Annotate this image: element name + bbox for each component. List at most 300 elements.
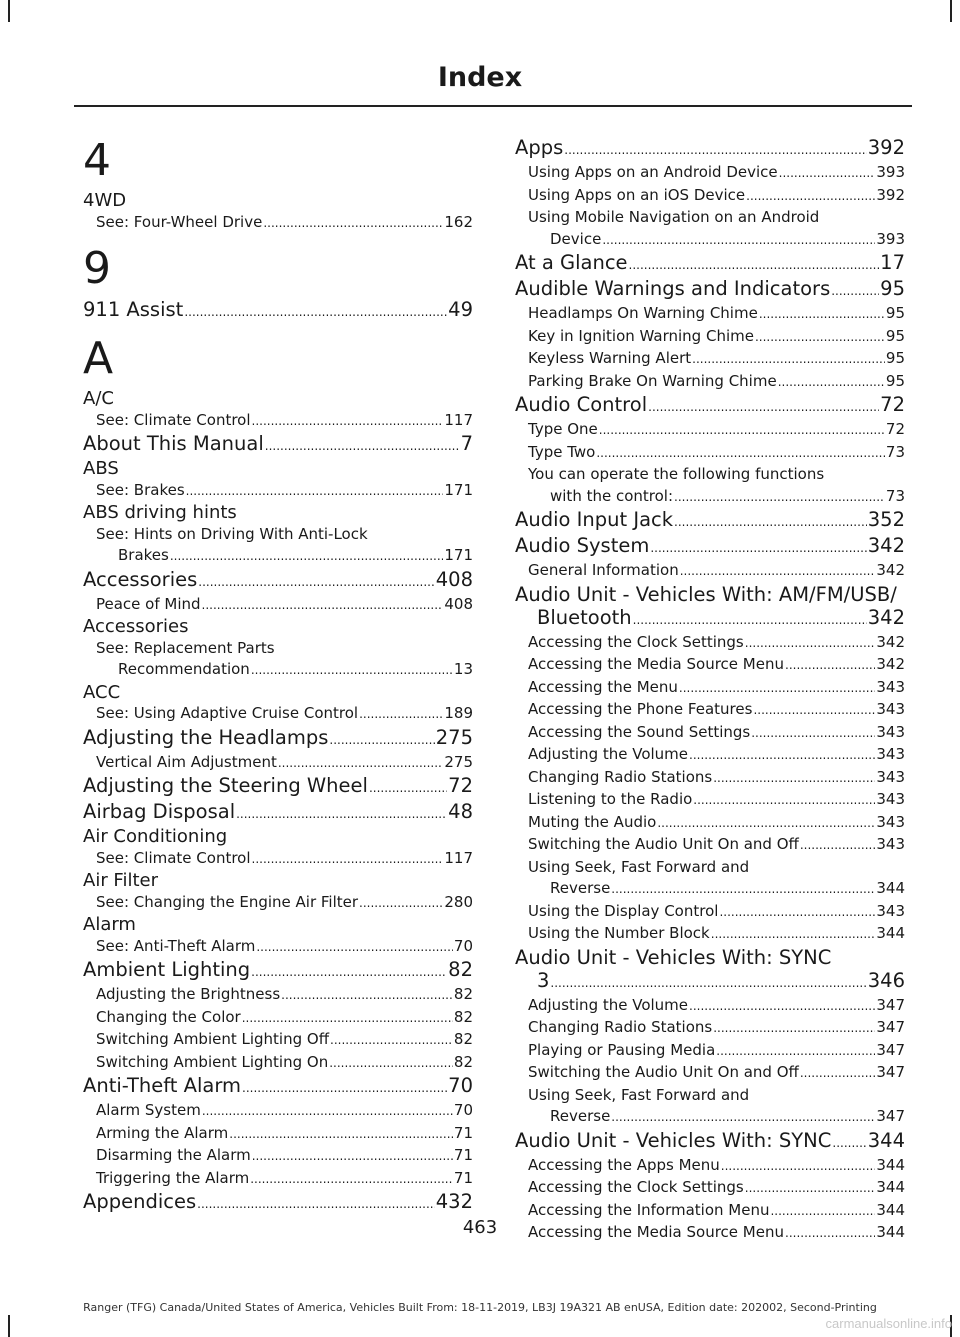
index-entry [515, 534, 905, 560]
page-ref: 72 [448, 774, 473, 797]
index-subentry [83, 212, 473, 235]
entry-line [528, 371, 905, 394]
dot-leader [369, 777, 447, 800]
entry-line [528, 162, 905, 185]
entry-line [83, 298, 473, 324]
dot-leader [265, 435, 460, 458]
dot-leader [198, 571, 434, 594]
dot-leader [251, 660, 453, 682]
entry-text: Apps [515, 136, 564, 159]
page-ref: 393 [876, 229, 905, 248]
entry-line [528, 185, 905, 208]
entry-line [528, 486, 905, 509]
index-entry [83, 726, 473, 752]
entry-line [96, 1100, 473, 1123]
entry-line [96, 1007, 473, 1030]
entry-line [83, 568, 473, 594]
entry-text: Accessing the Phone Features [528, 700, 753, 718]
page-ref: 72 [885, 420, 905, 438]
dot-leader [711, 924, 876, 946]
entry-text: Adjusting the Volume [528, 745, 689, 763]
dot-leader [329, 1053, 453, 1075]
page-ref: 71 [453, 1146, 473, 1164]
index-subentry [515, 419, 905, 442]
entry-text: Reverse [550, 879, 611, 897]
entry-text: Bluetooth [537, 605, 632, 629]
entry-text: Appendices [83, 1190, 197, 1213]
dot-leader [281, 985, 453, 1007]
entry-text: See: Using Adaptive Cruise Control [96, 704, 359, 722]
entry-text: Changing the Color [96, 1007, 241, 1026]
entry-text: See: Climate Control [96, 848, 251, 867]
entry-text: ABS [83, 458, 119, 479]
index-entry [83, 568, 473, 594]
dot-leader [596, 443, 885, 465]
index-entry [83, 914, 473, 936]
entry-text: A/C [83, 388, 114, 409]
index-subentry [515, 744, 905, 767]
dot-leader [330, 1030, 453, 1052]
index-entry [515, 583, 905, 632]
index-subentry [515, 464, 905, 508]
page-ref: 7 [460, 432, 473, 455]
entry-text: Key in Ignition Warning Chime [528, 326, 754, 345]
dot-leader [251, 961, 447, 984]
page-ref: 343 [876, 901, 905, 920]
dot-leader [629, 254, 880, 277]
page-ref: 280 [444, 892, 473, 911]
entry-text: 4WD [83, 190, 127, 211]
page-ref: 344 [876, 1178, 905, 1196]
index-subentry [515, 857, 905, 901]
index-entry [515, 251, 905, 277]
entry-line [528, 654, 905, 677]
index-entry [83, 682, 473, 704]
index-subentry [515, 834, 905, 857]
entry-line [528, 1017, 905, 1040]
entry-text: Accessing the Information Menu [528, 1200, 770, 1219]
entry-text: 3 [537, 968, 550, 992]
page-ref: 82 [453, 1007, 473, 1026]
index-subentry [515, 995, 905, 1018]
page-ref: 344 [876, 1200, 905, 1219]
entry-text: See: Changing the Engine Air Filter [96, 892, 359, 911]
entry-text: See: Replacement Parts [96, 638, 275, 657]
dot-leader [800, 1063, 876, 1085]
entry-line [515, 534, 905, 560]
entry-line [96, 1123, 473, 1146]
entry-line [96, 892, 473, 915]
entry-text: See: Anti-Theft Alarm [96, 936, 256, 955]
entry-text: Using Seek, Fast Forward and [528, 857, 750, 876]
dot-leader [550, 972, 866, 995]
entry-line [96, 659, 473, 682]
page-ref: 347 [876, 1063, 905, 1081]
dot-leader [689, 996, 875, 1018]
entry-text: See: Climate Control [96, 410, 251, 429]
entry-line [528, 632, 905, 655]
index-subentry [515, 326, 905, 349]
dot-leader [242, 1077, 447, 1100]
page-ref: 82 [453, 985, 473, 1003]
entry-line [96, 752, 473, 775]
index-entry [83, 432, 473, 458]
entry-text: Switching Ambient Lighting On [96, 1052, 329, 1071]
entry-line [528, 677, 905, 700]
dot-leader [746, 186, 875, 208]
index-subentry [83, 703, 473, 726]
entry-text: Accessing the Clock Settings [528, 1178, 744, 1196]
index-subentry [515, 722, 905, 745]
index-subentry [83, 480, 473, 503]
page-ref: 343 [876, 835, 905, 853]
entry-text: General Information [528, 561, 679, 579]
page-ref: 343 [876, 677, 905, 696]
entry-text: Adjusting the Volume [528, 995, 689, 1014]
index-subentry [83, 1029, 473, 1052]
entry-text: Accessing the Apps Menu [528, 1155, 720, 1174]
entry-text: Ambient Lighting [83, 958, 251, 981]
entry-line [96, 1145, 473, 1168]
page-ref: 73 [885, 486, 905, 505]
index-subentry [515, 767, 905, 790]
entry-text: Using Mobile Navigation on an Android [528, 208, 820, 226]
dot-leader [716, 1041, 875, 1063]
index-subentry [83, 1145, 473, 1168]
index-subentry [515, 789, 905, 812]
entry-line [528, 348, 905, 371]
entry-text: Switching Ambient Lighting Off [96, 1030, 330, 1048]
entry-text: Accessing the Media Source Menu [528, 655, 784, 673]
entry-text: Accessories [83, 616, 189, 637]
entry-line [528, 1062, 905, 1085]
dot-leader [745, 1178, 876, 1200]
page-ref: 82 [448, 958, 473, 981]
entry-text: Audible Warnings and Indicators [515, 277, 831, 300]
entry-text: Adjusting the Steering Wheel [83, 774, 368, 797]
entry-line [96, 1029, 473, 1052]
entry-text: Using Seek, Fast Forward and [528, 1085, 750, 1104]
index-subentry [515, 371, 905, 394]
index-subentry [515, 1062, 905, 1085]
index-entry [83, 190, 473, 212]
entry-text: Accessories [83, 567, 198, 591]
entry-text: Airbag Disposal [83, 800, 236, 823]
entry-line [528, 419, 905, 442]
entry-line [83, 1074, 473, 1100]
entry-text: Audio Unit - Vehicles With: AM/FM/USB/ [515, 582, 897, 606]
index-subentry [83, 1052, 473, 1075]
entry-line [96, 212, 473, 235]
index-entry [83, 1190, 473, 1216]
entry-line [96, 410, 473, 433]
entry-text: Disarming the Alarm [96, 1146, 251, 1164]
index-subentry [83, 984, 473, 1007]
entry-text: Accessing the Sound Settings [528, 722, 751, 741]
entry-line [528, 1040, 905, 1063]
entry-line [83, 774, 473, 800]
dot-leader [721, 1156, 876, 1178]
entry-text: Reverse [550, 1107, 611, 1125]
dot-leader [197, 1193, 435, 1216]
entry-text: 911 Assist [83, 298, 184, 321]
index-entry [515, 136, 905, 162]
page-ref: 49 [448, 298, 473, 321]
entry-text: Adjusting the Brightness [96, 985, 281, 1003]
index-entry [83, 298, 473, 324]
entry-line [83, 800, 473, 826]
page-ref: 95 [885, 304, 905, 322]
page-ref: 344 [867, 1128, 905, 1152]
index-subentry [515, 1040, 905, 1063]
entry-line [528, 560, 905, 583]
page-ref: 343 [876, 722, 905, 741]
dot-leader [657, 813, 875, 835]
entry-line [528, 923, 905, 946]
page-ref: 171 [444, 480, 473, 499]
index-entry [515, 1129, 905, 1155]
page-ref: 117 [444, 848, 473, 867]
entry-text: Audio Control [515, 393, 648, 416]
entry-text: Triggering the Alarm [96, 1168, 250, 1187]
index-subentry [515, 1085, 905, 1129]
entry-line [96, 984, 473, 1007]
entry-text: Recommendation [118, 660, 250, 678]
dot-leader [263, 213, 443, 235]
page-ref: 48 [448, 800, 473, 823]
entry-line [96, 1168, 473, 1191]
index-subentry [515, 185, 905, 208]
page-ref: 342 [867, 534, 905, 557]
index-subentry [515, 654, 905, 677]
page-ref: 342 [876, 632, 905, 651]
entry-text: with the control: [550, 486, 674, 505]
dot-leader [832, 1132, 866, 1155]
index-subentry [515, 207, 905, 251]
entry-text: Alarm [83, 914, 136, 935]
index-subentry [515, 348, 905, 371]
dot-leader [359, 893, 443, 915]
page-ref: 347 [876, 1107, 905, 1125]
entry-text: Vertical Aim Adjustment [96, 752, 277, 771]
entry-line [515, 251, 905, 277]
index-entry [515, 393, 905, 419]
index-column-right [515, 136, 905, 1245]
entry-text: Accessing the Clock Settings [528, 632, 744, 651]
dot-leader [719, 902, 875, 924]
entry-line [96, 936, 473, 959]
index-entry [83, 502, 473, 524]
entry-line [528, 834, 905, 857]
entry-text: Anti-Theft Alarm [83, 1074, 242, 1097]
index-entry [83, 774, 473, 800]
index-entry [83, 616, 473, 638]
entry-text: Audio Unit - Vehicles With: SYNC [515, 945, 832, 969]
entry-text: Peace of Mind [96, 594, 201, 613]
entry-text: Arming the Alarm [96, 1123, 229, 1142]
index-subentry [83, 1007, 473, 1030]
index-entry [83, 458, 473, 480]
entry-text: Audio Input Jack [515, 508, 674, 531]
section-letter: 9 [83, 243, 111, 294]
dot-leader [250, 1169, 453, 1191]
page-ref: 72 [880, 393, 905, 416]
entry-text: Type Two [528, 442, 596, 461]
entry-line [528, 699, 905, 722]
index-entry [83, 958, 473, 984]
index-subentry [83, 524, 473, 568]
dot-leader [252, 411, 444, 433]
dot-leader [689, 745, 875, 767]
page-ref: 70 [448, 1074, 473, 1097]
index-entry [83, 800, 473, 826]
entry-line [515, 393, 905, 419]
page-ref: 346 [867, 968, 905, 992]
index-subentry [515, 162, 905, 185]
entry-line [515, 969, 905, 995]
entry-line [528, 722, 905, 745]
entry-line [96, 594, 473, 617]
index-subentry [515, 303, 905, 326]
dot-leader [633, 609, 867, 632]
page-ref: 347 [876, 1040, 905, 1059]
dot-leader [680, 561, 876, 583]
index-subentry [515, 1155, 905, 1178]
index-subentry [83, 594, 473, 617]
page-ref: 408 [435, 567, 473, 591]
dot-leader [751, 723, 875, 745]
entry-text: Using the Number Block [528, 924, 710, 942]
index-subentry [83, 752, 473, 775]
index-subentry [83, 848, 473, 871]
page-ref: 95 [885, 349, 905, 367]
dot-leader [252, 1146, 453, 1168]
page-ref: 344 [876, 1223, 905, 1241]
dot-leader [252, 849, 444, 871]
entry-text: Alarm System [96, 1101, 201, 1119]
page-ref: 95 [880, 277, 905, 300]
dot-leader [329, 729, 434, 752]
index-subentry [515, 1017, 905, 1040]
section-letter: A [83, 333, 114, 384]
dot-leader [693, 790, 875, 812]
entry-line [528, 767, 905, 790]
entry-text: Accessing the Media Source Menu [528, 1223, 784, 1241]
dot-leader [753, 700, 875, 722]
entry-line [96, 480, 473, 503]
crop-mark [8, 1315, 10, 1337]
page-ref: 432 [435, 1190, 473, 1213]
header-divider [74, 105, 912, 107]
dot-leader [679, 678, 875, 700]
dot-leader [184, 301, 447, 324]
entry-text: Audio System [515, 534, 650, 557]
entry-text: Using Apps on an iOS Device [528, 185, 746, 204]
page-ref: 344 [876, 879, 905, 897]
page-ref: 342 [876, 561, 905, 579]
entry-line [528, 1106, 905, 1129]
entry-line [528, 878, 905, 901]
dot-leader [713, 768, 875, 790]
dot-leader [359, 704, 443, 726]
entry-text: See: Hints on Driving With Anti-Lock [96, 524, 368, 543]
page-ref: 392 [876, 185, 905, 204]
entry-line [96, 1052, 473, 1075]
entry-text: About This Manual [83, 432, 264, 455]
crop-mark [950, 0, 952, 22]
dot-leader [170, 546, 444, 568]
watermark: carmanualsonline.info [825, 1316, 952, 1331]
index-subentry [515, 923, 905, 946]
index-subentry [515, 442, 905, 465]
entry-text: Listening to the Radio [528, 790, 693, 808]
index-entry [83, 870, 473, 892]
entry-line [528, 442, 905, 465]
index-subentry [515, 901, 905, 924]
index-entry [515, 508, 905, 534]
entry-text: Audio Unit - Vehicles With: SYNC [515, 1128, 832, 1152]
dot-leader [713, 1018, 875, 1040]
entry-line [96, 848, 473, 871]
entry-line [528, 326, 905, 349]
page-ref: 347 [876, 1018, 905, 1036]
entry-text: At a Glance [515, 251, 628, 274]
entry-line [515, 508, 905, 534]
dot-leader [831, 280, 879, 303]
index-entry [515, 277, 905, 303]
index-subentry [83, 1168, 473, 1191]
dot-leader [564, 139, 867, 162]
entry-text: Brakes [118, 546, 169, 564]
entry-text: Using the Display Control [528, 901, 719, 920]
dot-leader [745, 633, 876, 655]
index-entry [83, 388, 473, 410]
entry-line [83, 1190, 473, 1216]
dot-leader [759, 304, 885, 326]
page-ref: 392 [867, 136, 905, 159]
page-ref: 342 [867, 605, 905, 629]
page-number: 463 [462, 1217, 498, 1238]
entry-line [515, 277, 905, 303]
entry-line [96, 545, 473, 568]
entry-text: See: Brakes [96, 480, 185, 499]
index-entry [515, 946, 905, 995]
page-ref: 344 [876, 1155, 905, 1174]
entry-line [528, 789, 905, 812]
entry-line [528, 1155, 905, 1178]
dot-leader [692, 349, 885, 371]
entry-text: Muting the Audio [528, 812, 657, 831]
page-ref: 171 [444, 546, 473, 564]
edition-info: Ranger (TFG) Canada/United States of America, Vehicles Built From: 18-11-2019, LB3J 19A321 AB enUSA, Edition date: 202002, Second-Printing [83, 1301, 877, 1314]
dot-leader [800, 835, 876, 857]
page-ref: 70 [453, 1101, 473, 1119]
dot-leader [202, 595, 444, 617]
index-subentry [515, 677, 905, 700]
dot-leader [236, 803, 447, 826]
entry-text: Playing or Pausing Media [528, 1040, 716, 1059]
index-subentry [515, 560, 905, 583]
index-subentry [515, 812, 905, 835]
entry-text: Air Conditioning [83, 826, 228, 847]
entry-line [83, 432, 473, 458]
entry-line [528, 744, 905, 767]
entry-text: Switching the Audio Unit On and Off [528, 1063, 799, 1081]
page-ref: 347 [876, 995, 905, 1014]
page-ref: 343 [876, 767, 905, 786]
dot-leader [779, 163, 876, 185]
page-ref: 343 [876, 790, 905, 808]
